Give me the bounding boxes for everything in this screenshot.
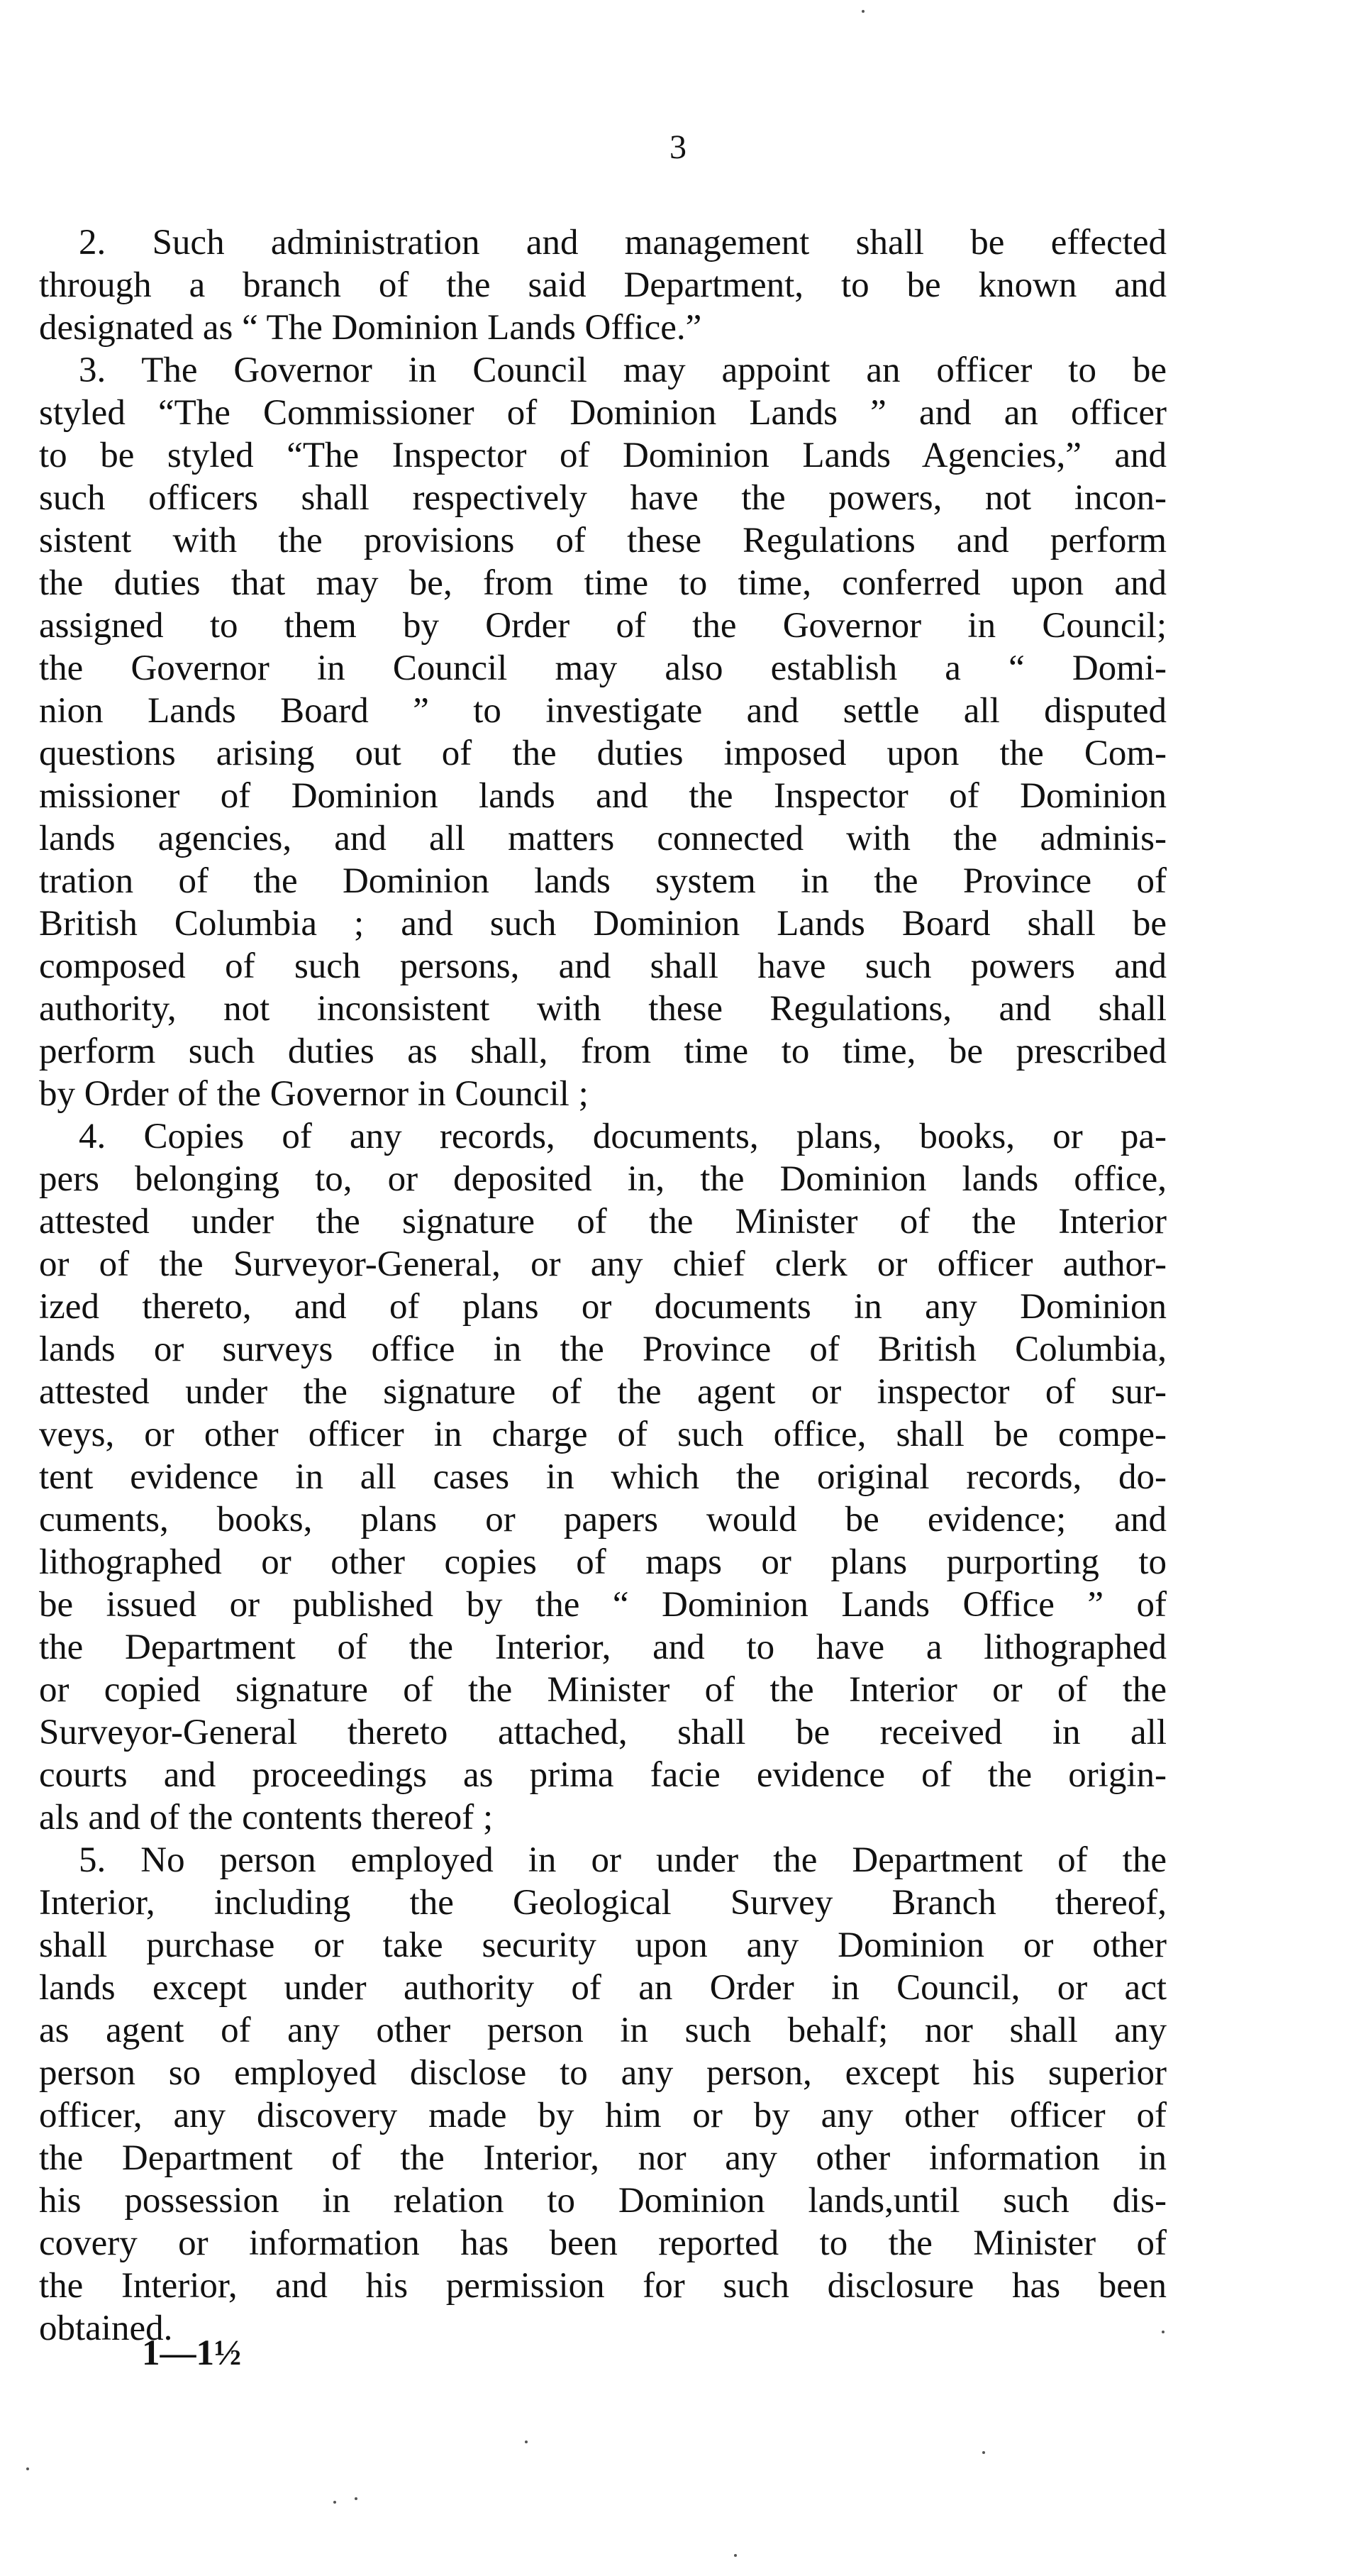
text-line: the Interior, and his permission for such disclosure has been (39, 2266, 1167, 2306)
text-line: through a branch of the said Department, to be known and (39, 265, 1167, 305)
text-line: British Columbia ; and such Dominion Lands Board shall be (39, 904, 1167, 944)
text-line: 3. The Governor in Council may appoint an officer to be (79, 350, 1167, 390)
page-number: 3 (669, 128, 687, 166)
text-line: lands agencies, and all matters connected with the adminis- (39, 819, 1167, 858)
text-line: styled “The Commissioner of Dominion Lands ” and an officer (39, 393, 1167, 433)
text-line: 2. Such administration and management shall be effected (79, 223, 1167, 262)
text-line: lithographed or other copies of maps or plans purporting to (39, 1542, 1167, 1582)
text-line: composed of such persons, and shall have such powers and (39, 946, 1167, 986)
print-speck (1162, 2331, 1165, 2333)
text-line: as agent of any other person in such behalf; nor shall any (39, 2011, 1167, 2050)
text-line: or of the Surveyor-General, or any chief clerk or officer author- (39, 1244, 1167, 1284)
text-line: assigned to them by Order of the Governor in Council; (39, 606, 1167, 646)
text-line: ized thereto, and of plans or documents in any Dominion (39, 1287, 1167, 1327)
body-text (39, 221, 1167, 2350)
text-line: authority, not inconsistent with these Regulations, and shall (39, 989, 1167, 1029)
text-line: lands except under authority of an Order in Council, or act (39, 1968, 1167, 2008)
text-line: designated as “ The Dominion Lands Office.” (39, 308, 702, 348)
text-line: the duties that may be, from time to time, conferred upon and (39, 563, 1167, 603)
print-speck (982, 2451, 985, 2454)
text-line: sistent with the provisions of these Regulations and perform (39, 521, 1167, 560)
text-line: perform such duties as shall, from time to time, be prescribed (39, 1032, 1167, 1071)
print-speck (862, 10, 865, 13)
text-line: obtained. (39, 2309, 173, 2348)
text-line: cuments, books, plans or papers would be evidence; and (39, 1500, 1167, 1539)
text-line: pers belonging to, or deposited in, the Dominion lands office, (39, 1159, 1167, 1199)
text-line: Interior, including the Geological Survey Branch thereof, (39, 1883, 1167, 1923)
text-line: Surveyor-General thereto attached, shall be received in all (39, 1713, 1167, 1752)
text-line: 5. No person employed in or under the Department of the (79, 1840, 1167, 1880)
text-line: shall purchase or take security upon any Dominion or other (39, 1925, 1167, 1965)
text-line: such officers shall respectively have the powers, not incon- (39, 478, 1167, 518)
print-speck (333, 2501, 336, 2504)
text-line: his possession in relation to Dominion lands,until such dis- (39, 2181, 1167, 2221)
text-line: the Department of the Interior, nor any other information in (39, 2138, 1167, 2178)
text-line: missioner of Dominion lands and the Inspector of Dominion (39, 776, 1167, 816)
text-line: veys, or other officer in charge of such office, shall be compe- (39, 1415, 1167, 1454)
text-line: als and of the contents thereof ; (39, 1798, 494, 1837)
text-line: officer, any discovery made by him or by any other officer of (39, 2096, 1167, 2135)
print-speck (26, 2467, 29, 2470)
text-line: by Order of the Governor in Council ; (39, 1074, 589, 1114)
text-line: lands or surveys office in the Province of British Columbia, (39, 1330, 1167, 1369)
text-line: 4. Copies of any records, documents, plans, books, or pa- (79, 1117, 1167, 1156)
text-line: the Department of the Interior, and to have a lithographed (39, 1627, 1167, 1667)
text-line: tration of the Dominion lands system in the Province of (39, 861, 1167, 901)
signature-mark: 1—1½ (142, 2333, 242, 2373)
print-speck (525, 2440, 528, 2443)
text-line: courts and proceedings as prima facie evidence of the origin- (39, 1755, 1167, 1795)
text-line: covery or information has been reported to the Minister of (39, 2223, 1167, 2263)
print-speck (355, 2497, 357, 2500)
text-line: the Governor in Council may also establish a “ Domi- (39, 648, 1167, 688)
text-line: person so employed disclose to any person, except his superior (39, 2053, 1167, 2093)
text-line: be issued or published by the “ Dominion Lands Office ” of (39, 1585, 1167, 1625)
text-line: attested under the signature of the agent or inspector of sur- (39, 1372, 1167, 1412)
text-line: nion Lands Board ” to investigate and settle all disputed (39, 691, 1167, 731)
text-line: attested under the signature of the Minister of the Interior (39, 1202, 1167, 1242)
text-line: or copied signature of the Minister of the Interior or of the (39, 1670, 1167, 1710)
text-line: tent evidence in all cases in which the original records, do- (39, 1457, 1167, 1497)
text-line: questions arising out of the duties imposed upon the Com- (39, 734, 1167, 773)
text-line: to be styled “The Inspector of Dominion Lands Agencies,” and (39, 436, 1167, 475)
print-speck (734, 2554, 737, 2557)
